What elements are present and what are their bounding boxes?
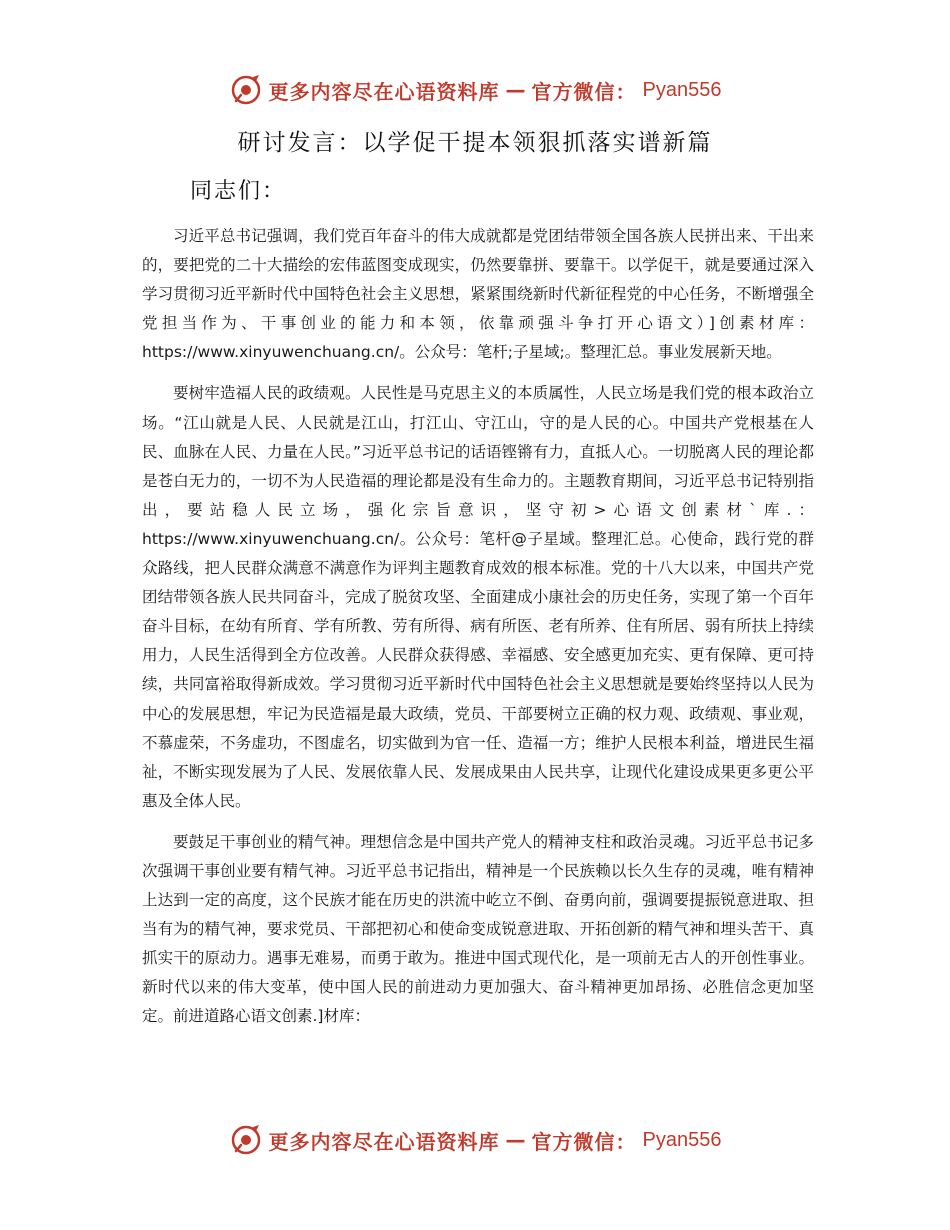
ad-text: 更多内容尽在心语资料库	[268, 79, 500, 104]
paragraph-1: 习近平总书记强调，我们党百年奋斗的伟大成就都是党团结带领全国各族人民拼出来、干出来的，要把党的二十大描绘的宏伟蓝图变成现实，仍然要靠拼、要靠干。以学促干，就是要通过深入学习贯彻习近平新时代中国特色社会主义思想，紧紧围绕新时代新征程党的中心任务，不断增强全党担当作为、干事创业的能力和本领，依靠顽强斗争打开心语文）]创素材库：https://www.xinyuwenchuang.cn/。公众号：笔杆;子星域;。整理汇总。事业发展新天地。	[142, 227, 814, 362]
quill-logo-icon	[229, 1123, 263, 1157]
paragraph-3: 要鼓足干事创业的精气神。理想信念是中国共产党人的精神支柱和政治灵魂。习近平总书记多次强调干事创业要有精气神。习近平总书记指出，精神是一个民族赖以长久生存的灵魂，唯有精神上达到一定的高度，这个民族才能在历史的洪流中屹立不倒、奋勇向前，强调要提振锐意进取、担当有为的精气神，要求党员、干部把初心和使命变成锐意进取、开拓创新的精气神和埋头苦干、真抓实干的原动力。遇事无难易，而勇于敢为。推进中国式现代化，是一项前无古人的开创性事业。新时代以来的伟大变革，使中国人民的前进动力更加强大、奋斗精神更加昂扬、必胜信念更加坚定。前进道路心语文创素.]材库：	[142, 832, 814, 1026]
ad-text: 更多内容尽在心语资料库	[268, 1129, 500, 1154]
wechat-label: 官方微信：	[531, 79, 637, 104]
document-body	[142, 222, 814, 1044]
quill-logo-icon	[229, 73, 263, 107]
ad-dash: —	[505, 1128, 526, 1152]
paragraph-2: 要树牢造福人民的政绩观。人民性是马克思主义的本质属性，人民立场是我们党的根本政治立场。“江山就是人民、人民就是江山，打江山、守江山，守的是人民的心。中国共产党根基在人民、血脉在人民、力量在人民。”习近平总书记的话语铿锵有力，直抵人心。一切脱离人民的理论都是苍白无力的，一切不为人民造福的理论都是没有生命力的。主题教育期间，习近平总书记特别指出，要站稳人民立场，强化宗旨意识，坚守初>心语文创素材`库.：https://www.xinyuwenchuang.cn/。公众号：笔杆@子星域。整理汇总。心使命，践行党的群众路线，把人民群众满意不满意作为评判主题教育成效的根本标准。党的十八大以来，中国共产党团结带领各族人民共同奋斗，完成了脱贫攻坚、全面建成小康社会的历史任务，实现了第一个百年奋斗目标，在幼有所育、学有所教、劳有所得、病有所医、老有所养、住有所居、弱有所扶上持续用力，人民生活得到全方位改善。人民群众获得感、幸福感、安全感更加充实、更有保障、更可持续，共同富裕取得新成效。学习贯彻习近平新时代中国特色社会主义思想就是要始终坚持以人民为中心的发展思想，牢记为民造福是最大政绩，党员、干部要树立正确的权力观、政绩观、事业观，不慕虚荣，不务虚功，不图虚名，切实做到为官一任、造福一方；维护人民根本利益，增进民生福祉，不断实现发展为了人民、发展依靠人民、发展成果由人民共享，让现代化建设成果更多更公平惠及全体人民。	[142, 384, 814, 810]
footer-banner	[0, 1120, 950, 1160]
wechat-id: Pyan556	[642, 78, 722, 101]
document-title: 研讨发言：以学促干提本领狠抓落实谱新篇	[237, 130, 713, 156]
wechat-label: 官方微信：	[531, 1129, 637, 1154]
salutation: 同志们：	[190, 179, 287, 204]
header-banner	[0, 70, 950, 110]
ad-dash: —	[505, 78, 526, 102]
wechat-id: Pyan556	[642, 1128, 722, 1151]
